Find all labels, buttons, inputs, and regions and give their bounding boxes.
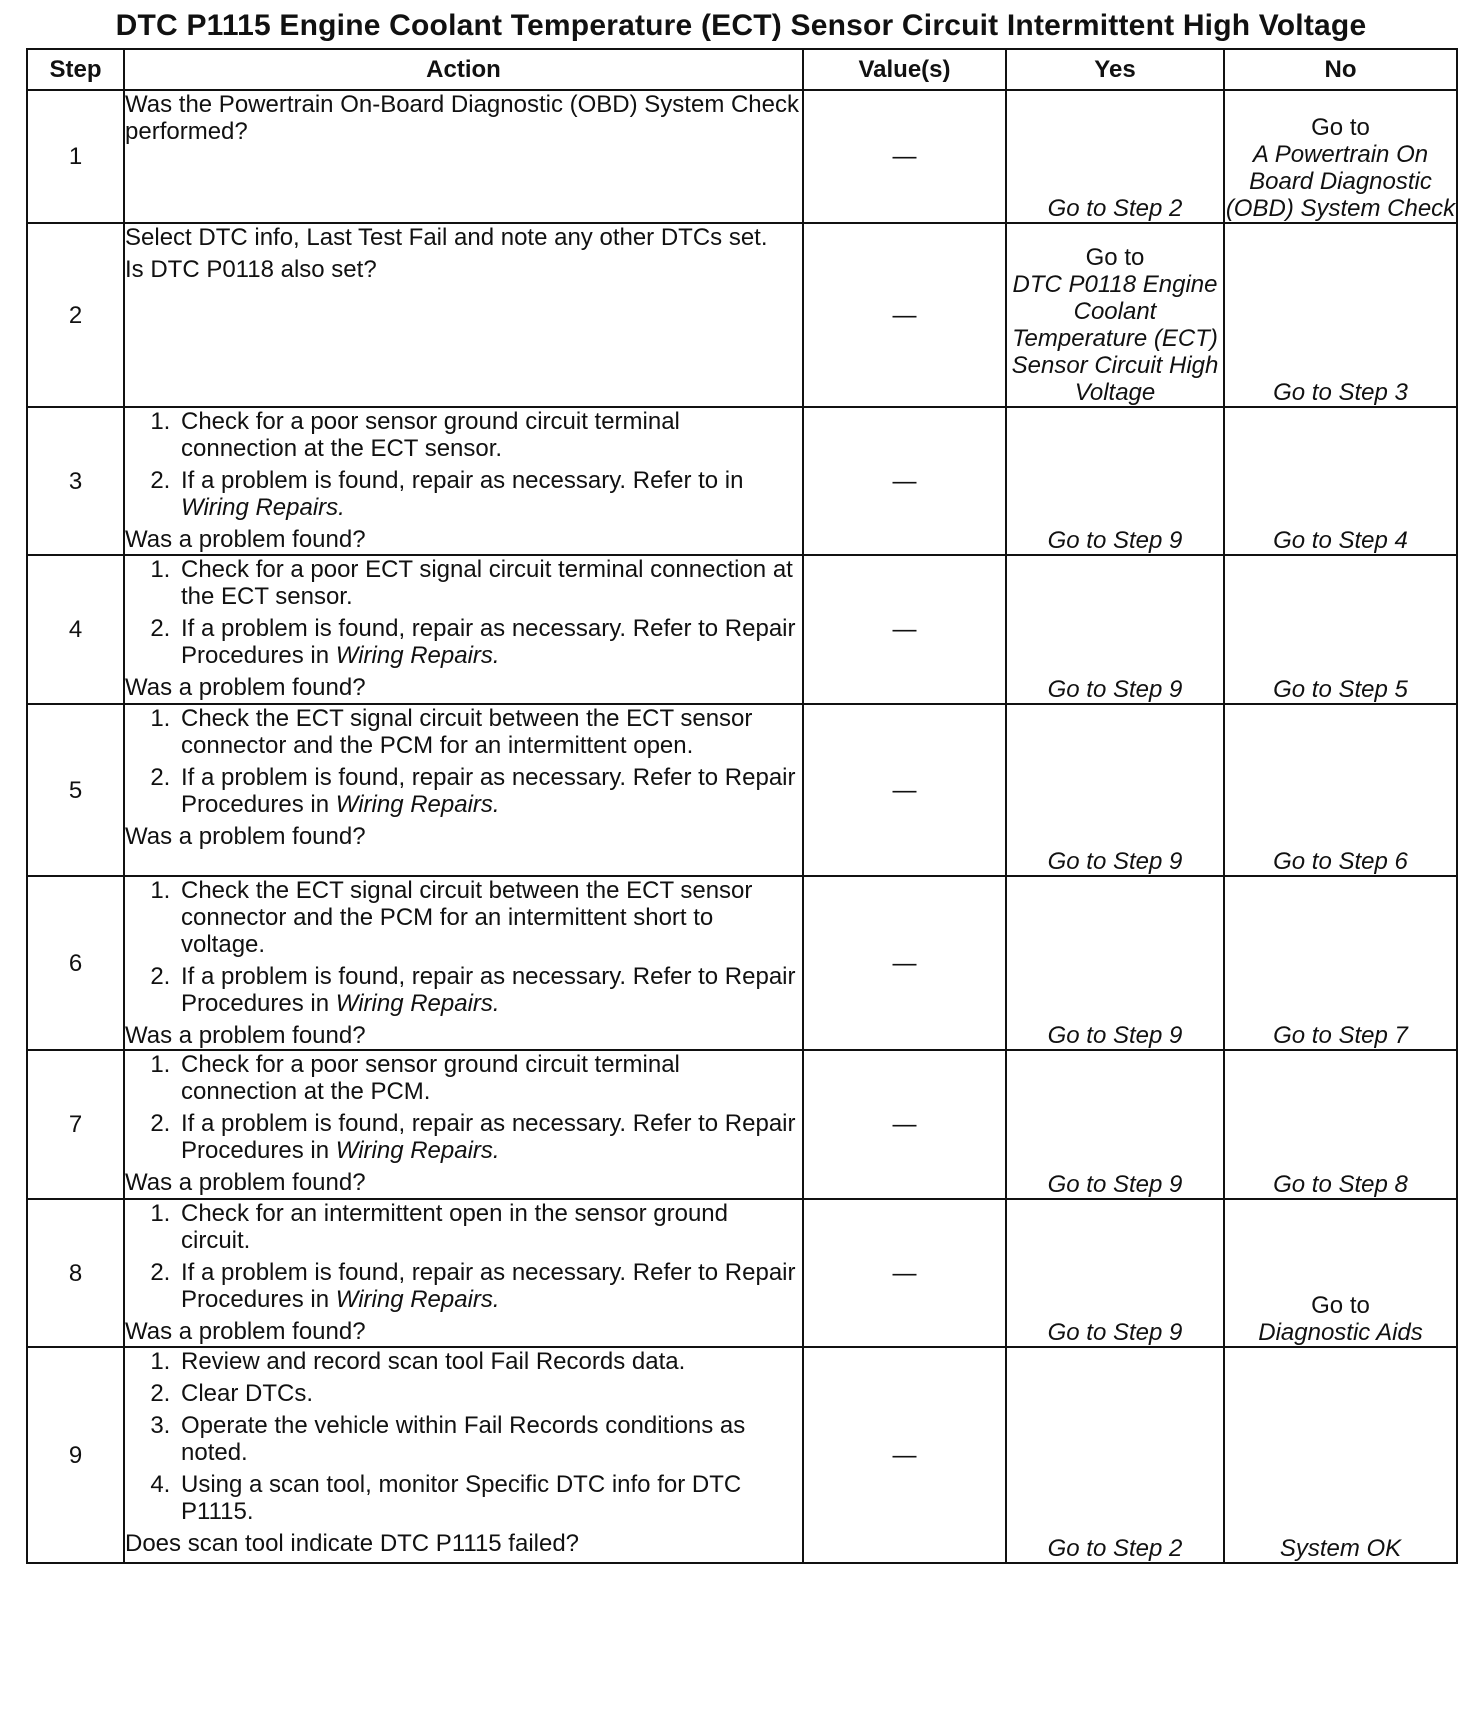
action-step-item: [177, 1051, 802, 1105]
action-cell: [124, 1050, 803, 1199]
diagnostic-table: [26, 48, 1458, 1564]
value-cell: —: [803, 1347, 1006, 1563]
action-step-item: [177, 963, 802, 1017]
yes-outcome: [1006, 1050, 1224, 1199]
yes-outcome: [1006, 555, 1224, 704]
action-step-item: [177, 556, 802, 610]
action-step-text: If a problem is found, repair as necessary. Refer to Repair Procedures in: [181, 764, 796, 818]
action-step-item: [177, 1348, 802, 1375]
yes-outcome: [1006, 1199, 1224, 1347]
action-step-item: [177, 1471, 802, 1525]
step-number: 3: [27, 407, 124, 555]
value-cell: —: [803, 704, 1006, 876]
table-row: [27, 1050, 1457, 1199]
step-number: 1: [27, 90, 124, 223]
step-number: 7: [27, 1050, 124, 1199]
no-outcome-text: Go to Step 3: [1273, 379, 1408, 406]
no-outcome-text: Diagnostic Aids: [1258, 1319, 1423, 1346]
table-row: [27, 1347, 1457, 1563]
wiring-repairs-ref: Wiring Repairs.: [335, 1286, 500, 1313]
action-text: Was the Powertrain On-Board Diagnostic (OBD) System Check performed?: [125, 91, 800, 145]
action-step-item: [177, 467, 802, 521]
yes-outcome-text: Go to Step 2: [1047, 1535, 1183, 1562]
action-question: Was a problem found?: [125, 674, 366, 701]
action-step-text: Review and record scan tool Fail Records data.: [181, 1348, 686, 1375]
action-cell: [124, 555, 803, 704]
wiring-repairs-ref: Wiring Repairs.: [335, 791, 500, 818]
action-step-item: [177, 1200, 802, 1254]
action-step-text: If a problem is found, repair as necessary. Refer to Repair Procedures in: [181, 1110, 796, 1164]
action-step-item: [177, 705, 802, 759]
table-row: [27, 407, 1457, 555]
step-number: 2: [27, 223, 124, 407]
wiring-repairs-ref: Wiring Repairs.: [335, 1137, 500, 1164]
action-step-item: [177, 615, 802, 669]
action-step-item: [177, 1110, 802, 1164]
table-header-row: [27, 49, 1457, 90]
action-step-item: [177, 764, 802, 818]
table-row: [27, 555, 1457, 704]
no-outcome: [1224, 704, 1457, 876]
table-row: [27, 90, 1457, 223]
action-step-text: Operate the vehicle within Fail Records conditions as noted.: [181, 1412, 746, 1466]
no-outcome-text: Go to Step 8: [1273, 1171, 1408, 1198]
no-outcome: [1224, 555, 1457, 704]
action-text: Is DTC P0118 also set?: [125, 256, 377, 283]
table-row: [27, 876, 1457, 1050]
action-steps-list: [125, 1051, 802, 1164]
action-question: Was a problem found?: [125, 1022, 366, 1049]
action-cell: [124, 704, 803, 876]
action-step-item: [177, 408, 802, 462]
action-steps-list: [125, 1200, 802, 1313]
table-row: [27, 704, 1457, 876]
no-outcome-text: Go to Step 7: [1273, 1022, 1408, 1049]
no-outcome: [1224, 407, 1457, 555]
yes-outcome: [1006, 704, 1224, 876]
action-step-text: Check for a poor ECT signal circuit terminal connection at the ECT sensor.: [181, 556, 793, 610]
action-step-text: Clear DTCs.: [181, 1380, 314, 1407]
yes-outcome-lead: Go to: [1085, 244, 1145, 271]
action-question: Was a problem found?: [125, 526, 366, 553]
table-body: [27, 90, 1457, 1563]
action-steps-list: [125, 705, 802, 818]
yes-outcome-text: DTC P0118 Engine Coolant Temperature (ECT) Sensor Circuit High Voltage: [1011, 271, 1219, 406]
action-step-text: If a problem is found, repair as necessary. Refer to Repair Procedures in: [181, 1259, 796, 1313]
header-no: No: [1224, 49, 1457, 90]
no-outcome-lead: Go to: [1311, 1292, 1370, 1319]
action-question: Was a problem found?: [125, 1169, 366, 1196]
table-row: [27, 223, 1457, 407]
step-number: 6: [27, 876, 124, 1050]
page-title: DTC P1115 Engine Coolant Temperature (ECT) Sensor Circuit Intermittent High Voltage: [115, 9, 1367, 42]
yes-outcome-text: Go to Step 9: [1047, 1319, 1183, 1346]
action-steps-list: [125, 1348, 802, 1525]
value-cell: —: [803, 1199, 1006, 1347]
no-outcome: [1224, 1050, 1457, 1199]
yes-outcome: [1006, 407, 1224, 555]
step-number: 8: [27, 1199, 124, 1347]
action-step-item: [177, 1259, 802, 1313]
value-cell: —: [803, 876, 1006, 1050]
no-outcome: [1224, 90, 1457, 223]
no-outcome-text: Go to Step 5: [1273, 676, 1408, 703]
action-cell: [124, 407, 803, 555]
step-number: 9: [27, 1347, 124, 1563]
action-steps-list: [125, 408, 802, 521]
action-step-text: Check for a poor sensor ground circuit terminal connection at the ECT sensor.: [181, 408, 680, 462]
no-outcome-lead: Go to: [1311, 114, 1370, 141]
no-outcome: [1224, 1199, 1457, 1347]
yes-outcome-text: Go to Step 9: [1047, 1022, 1183, 1049]
no-outcome-text: Go to Step 4: [1273, 527, 1408, 554]
value-cell: —: [803, 1050, 1006, 1199]
wiring-repairs-ref: Wiring Repairs.: [335, 990, 500, 1017]
no-outcome-text: Go to Step 6: [1273, 848, 1408, 875]
yes-outcome: [1006, 876, 1224, 1050]
header-step: Step: [27, 49, 124, 90]
no-outcome-text: A Powertrain On Board Diagnostic (OBD) System Check: [1225, 141, 1456, 222]
header-values: Value(s): [803, 49, 1006, 90]
wiring-repairs-ref: Wiring Repairs.: [181, 494, 345, 521]
yes-outcome-text: Go to Step 9: [1047, 848, 1183, 875]
action-question: Was a problem found?: [125, 823, 366, 850]
header-yes: Yes: [1006, 49, 1224, 90]
yes-outcome: [1006, 1347, 1224, 1563]
action-steps-list: [125, 877, 802, 1017]
yes-outcome-text: Go to Step 9: [1047, 1171, 1183, 1198]
action-cell: [124, 1347, 803, 1563]
action-question: Does scan tool indicate DTC P1115 failed?: [125, 1530, 580, 1557]
yes-outcome: [1006, 223, 1224, 407]
no-outcome-text: System OK: [1279, 1535, 1402, 1562]
action-step-text: If a problem is found, repair as necessary. Refer to in: [181, 467, 744, 494]
step-number: 4: [27, 555, 124, 704]
action-step-item: [177, 1380, 802, 1407]
value-cell: —: [803, 90, 1006, 223]
action-steps-list: [125, 556, 802, 669]
header-action: Action: [124, 49, 803, 90]
action-cell: [124, 876, 803, 1050]
action-step-text: If a problem is found, repair as necessary. Refer to Repair Procedures in: [181, 615, 796, 669]
action-step-text: Check the ECT signal circuit between the ECT sensor connector and the PCM for an intermittent short to voltage.: [181, 877, 753, 958]
yes-outcome-text: Go to Step 2: [1047, 195, 1183, 222]
action-cell: [124, 223, 803, 407]
yes-outcome-text: Go to Step 9: [1047, 527, 1183, 554]
action-cell: [124, 1199, 803, 1347]
action-step-text: Using a scan tool, monitor Specific DTC info for DTC P1115.: [181, 1471, 742, 1525]
action-question: Was a problem found?: [125, 1318, 366, 1345]
no-outcome: [1224, 1347, 1457, 1563]
yes-outcome-text: Go to Step 9: [1047, 676, 1183, 703]
value-cell: —: [803, 555, 1006, 704]
no-outcome: [1224, 876, 1457, 1050]
action-step-item: [177, 877, 802, 958]
step-number: 5: [27, 704, 124, 876]
no-outcome: [1224, 223, 1457, 407]
value-cell: —: [803, 407, 1006, 555]
table-row: [27, 1199, 1457, 1347]
action-step-text: Check for a poor sensor ground circuit terminal connection at the PCM.: [181, 1051, 680, 1105]
action-step-text: If a problem is found, repair as necessary. Refer to Repair Procedures in: [181, 963, 796, 1017]
value-cell: —: [803, 223, 1006, 407]
wiring-repairs-ref: Wiring Repairs.: [335, 642, 500, 669]
action-step-text: Check for an intermittent open in the sensor ground circuit.: [181, 1200, 728, 1254]
action-cell: [124, 90, 803, 223]
yes-outcome: [1006, 90, 1224, 223]
action-text: Select DTC info, Last Test Fail and note any other DTCs set.: [125, 224, 768, 251]
action-step-text: Check the ECT signal circuit between the ECT sensor connector and the PCM for an intermittent open.: [181, 705, 753, 759]
action-step-item: [177, 1412, 802, 1466]
